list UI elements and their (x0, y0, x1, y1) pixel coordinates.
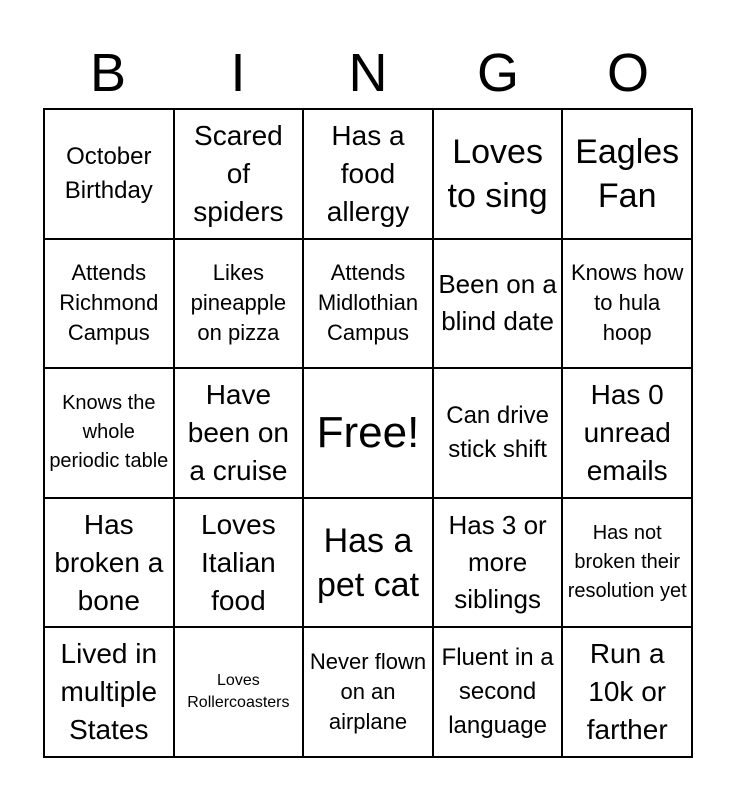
bingo-cell (562, 498, 692, 628)
cell-text: Can drive stick shift (446, 401, 549, 463)
bingo-cell (44, 239, 174, 369)
cell-text: Eagles Fan (575, 132, 680, 215)
cell-text: Lived in multiple States (60, 638, 158, 746)
bingo-cell (303, 498, 433, 628)
bingo-cell (44, 627, 174, 757)
bingo-cell (303, 239, 433, 369)
bingo-cell (433, 109, 563, 239)
header-letter-b: B (89, 43, 127, 103)
bingo-cell (433, 627, 563, 757)
cell-text: Has 0 unread emails (583, 378, 671, 486)
header-letter-n: N (348, 43, 388, 103)
cell-text: Loves Italian food (201, 508, 276, 616)
bingo-cell (174, 498, 304, 628)
cell-text: Has 3 or more siblings (448, 510, 547, 615)
cell-text: October Birthday (64, 142, 153, 204)
bingo-cell (174, 109, 304, 239)
cell-text: Fluent in a second language (441, 644, 554, 740)
bingo-cell-free (303, 368, 433, 498)
cell-text: Free! (316, 407, 420, 457)
bingo-header (43, 38, 693, 108)
cell-text: Has broken a bone (54, 508, 164, 616)
cell-text: Knows how to hula hoop (570, 260, 684, 346)
cell-text: Never flown on an airplane (309, 649, 427, 735)
bingo-cell (44, 498, 174, 628)
cell-text: Knows the whole periodic table (49, 392, 169, 473)
bingo-cell (44, 368, 174, 498)
bingo-cell (174, 368, 304, 498)
cell-text: Loves to sing (447, 132, 548, 215)
cell-text: Scared of spiders (193, 119, 284, 227)
cell-text: Been on a blind date (438, 269, 557, 337)
cell-text: Run a 10k or farther (586, 638, 668, 746)
bingo-cell (562, 239, 692, 369)
bingo-cell (174, 627, 304, 757)
bingo-cell (174, 239, 304, 369)
cell-text: Attends Richmond Campus (59, 260, 159, 346)
cell-text: Likes pineapple on pizza (190, 260, 287, 346)
bingo-cell (44, 109, 174, 239)
cell-text: Loves Rollercoasters (187, 672, 290, 712)
bingo-cell (303, 627, 433, 757)
bingo-cell (433, 239, 563, 369)
cell-text: Have been on a cruise (187, 378, 289, 486)
bingo-cell (562, 627, 692, 757)
bingo-cell (433, 368, 563, 498)
bingo-grid (43, 108, 693, 758)
bingo-cell (562, 109, 692, 239)
bingo-cell (562, 368, 692, 498)
bingo-cell (303, 109, 433, 239)
cell-text: Has a pet cat (316, 521, 420, 604)
cell-text: Attends Midlothian Campus (317, 260, 419, 346)
bingo-cell (433, 498, 563, 628)
header-letter-o: O (606, 43, 649, 103)
cell-text: Has not broken their resolution yet (567, 522, 687, 603)
header-letter-g: G (476, 43, 519, 103)
cell-text: Has a food allergy (326, 119, 410, 227)
header-letter-i: I (230, 43, 246, 103)
